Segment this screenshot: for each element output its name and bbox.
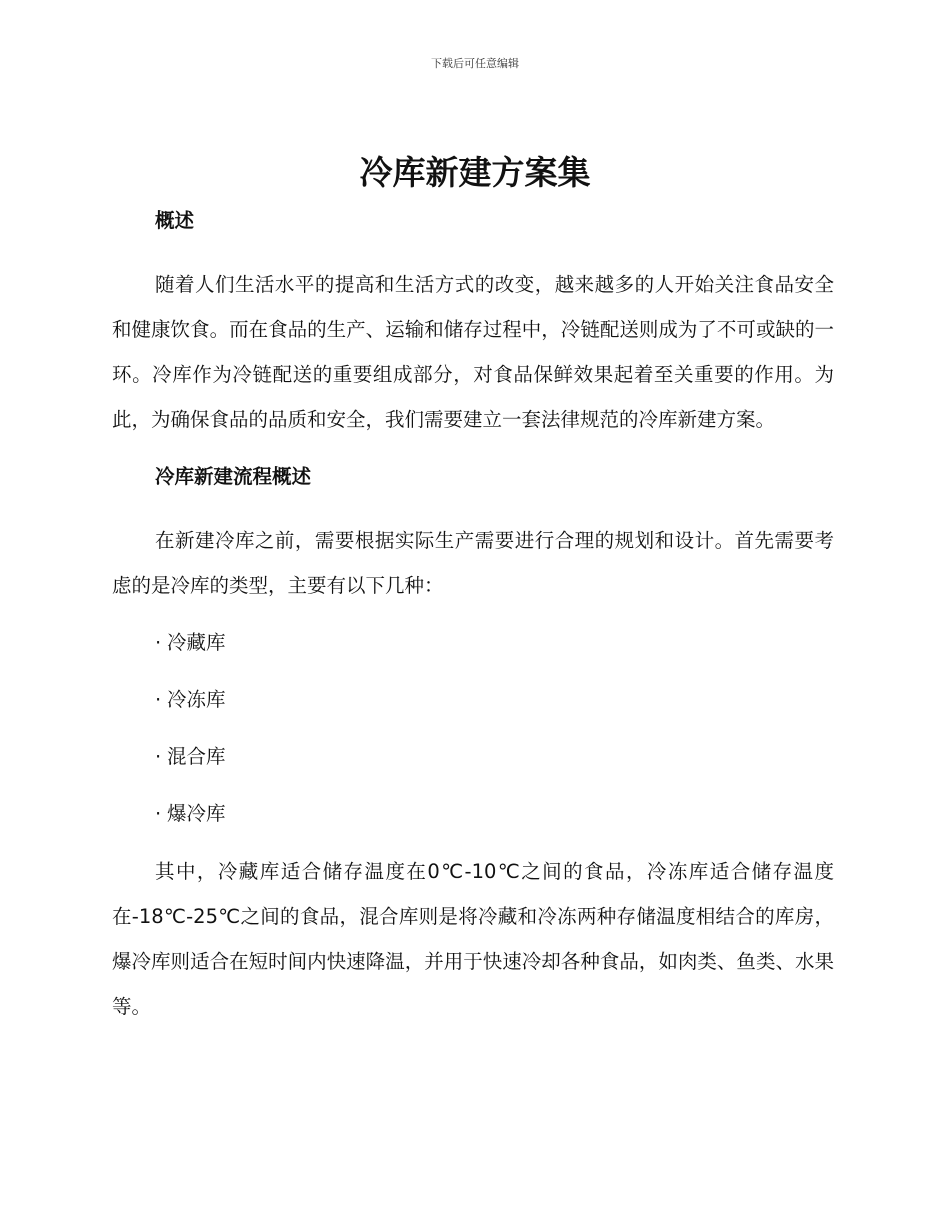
- process-intro-paragraph: 在新建冷库之前，需要根据实际生产需要进行合理的规划和设计。首先需要考虑的是冷库的类型，主要有以下几种：: [112, 529, 834, 597]
- list-item: [112, 683, 834, 717]
- bullet-glyph: ·: [155, 745, 162, 768]
- document-body: [112, 204, 834, 1029]
- bullet-glyph: ·: [155, 631, 162, 654]
- section-heading-process: 冷库新建流程概述: [155, 465, 312, 488]
- list-item-label: 爆冷库: [167, 802, 226, 825]
- process-closing-paragraph: 其中，冷藏库适合储存温度在0℃-10℃之间的食品，冷冻库适合储存温度在-18℃-25℃之间的食品，混合库则是将冷藏和冷冻两种存储温度相结合的库房，爆冷库则适合在短时间内快速降温，并用于快速冷却各种食品，如肉类、鱼类、水果等。: [112, 860, 834, 1018]
- list-item-label: 冷冻库: [167, 688, 226, 711]
- bullet-glyph: ·: [155, 802, 162, 825]
- list-item-label: 冷藏库: [167, 631, 226, 654]
- list-item: [112, 797, 834, 831]
- list-item-label: 混合库: [167, 745, 226, 768]
- section-heading-overview: 概述: [155, 209, 195, 232]
- document-title: 冷库新建方案集: [359, 153, 591, 192]
- list-item: [112, 740, 834, 774]
- bullet-glyph: ·: [155, 688, 162, 711]
- list-item: [112, 626, 834, 660]
- cold-storage-type-list: [112, 626, 834, 831]
- overview-paragraph: 随着人们生活水平的提高和生活方式的改变，越来越多的人开始关注食品安全和健康饮食。而在食品的生产、运输和储存过程中，冷链配送则成为了不可或缺的一环。冷库作为冷链配送的重要组成部分，对食品保鲜效果起着至关重要的作用。为此，为确保食品的品质和安全，我们需要建立一套法律规范的冷库新建方案。: [112, 273, 834, 431]
- page-header: 下载后可任意编辑: [431, 57, 519, 70]
